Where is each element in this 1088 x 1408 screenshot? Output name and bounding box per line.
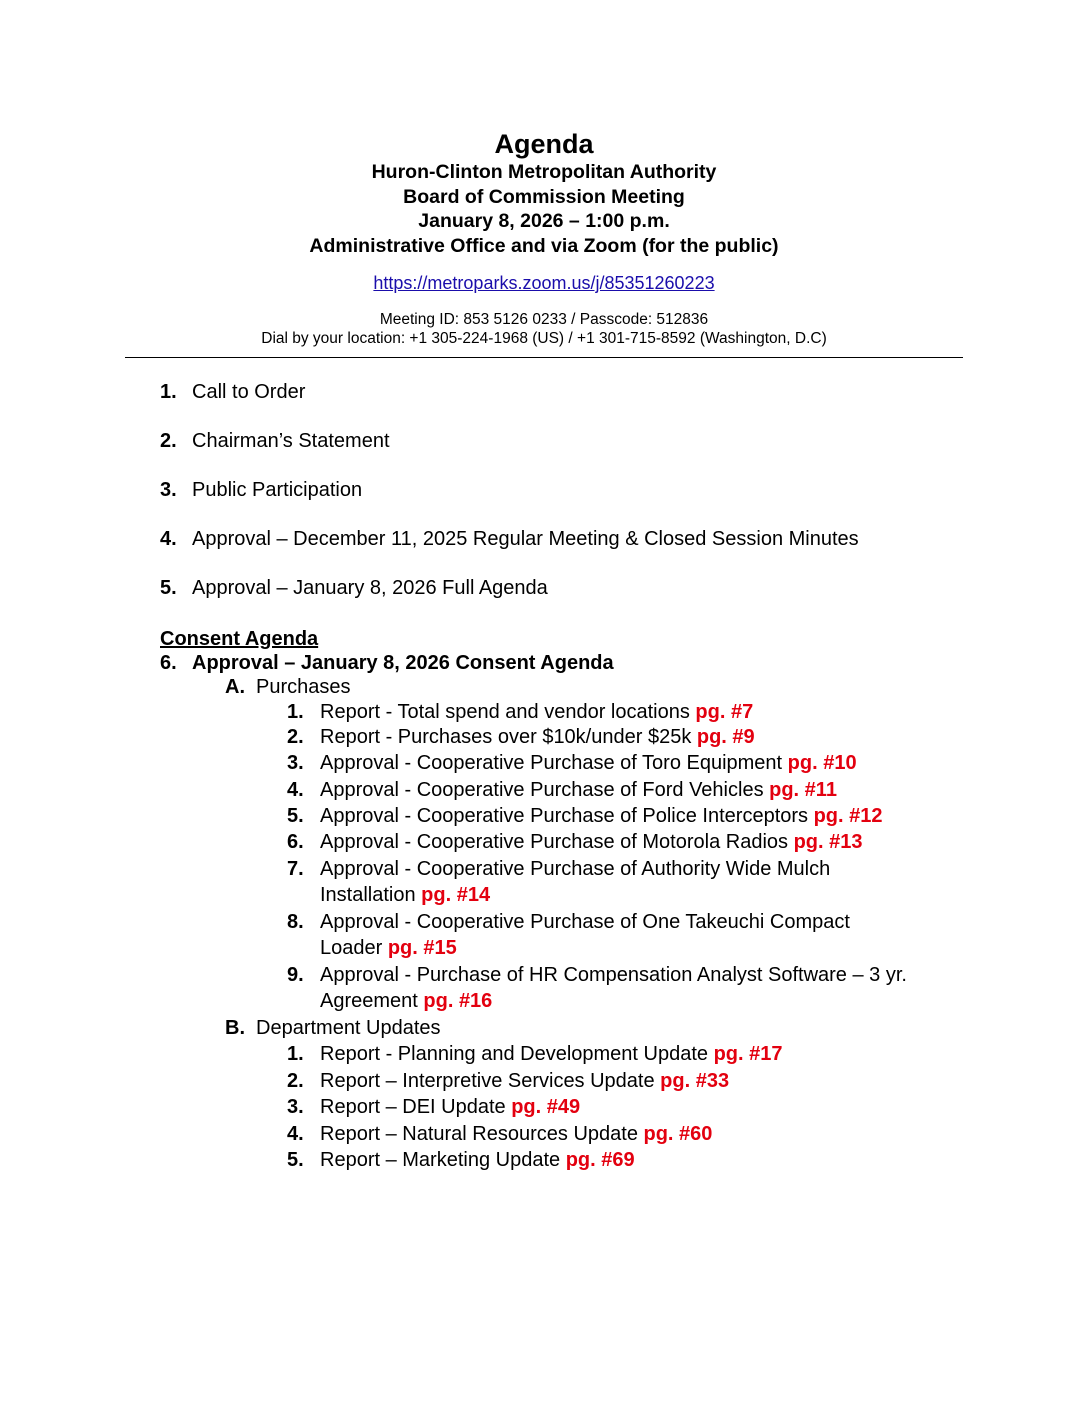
subitem-number: 8. xyxy=(287,911,304,933)
subitem-text: Report – Natural Resources Update xyxy=(320,1123,644,1145)
subitem-text: Report – Interpretive Services Update xyxy=(320,1070,661,1092)
page-ref: pg. #49 xyxy=(511,1096,581,1118)
subitem xyxy=(287,1121,960,1147)
item-number: 6. xyxy=(160,652,177,674)
subitem xyxy=(287,750,960,776)
page-ref: pg. #12 xyxy=(813,805,883,827)
meeting-id-line: Meeting ID: 853 5126 0233 / Passcode: 512836 xyxy=(379,311,709,328)
subitem-text: Report – Marketing Update xyxy=(320,1149,566,1171)
subitem xyxy=(287,1068,960,1094)
subitem-text: Report - Planning and Development Update xyxy=(320,1043,714,1065)
subitem-number: 3. xyxy=(287,1096,304,1118)
subitem xyxy=(287,829,960,855)
agenda-items xyxy=(160,380,859,625)
page-ref: pg. #14 xyxy=(421,884,491,906)
page-ref: pg. #13 xyxy=(793,831,863,853)
item-text: Call to Order xyxy=(192,381,306,403)
item-number: 3. xyxy=(160,479,177,501)
subitem xyxy=(287,962,960,1014)
meeting-location: Administrative Office and via Zoom (for the public) xyxy=(309,234,779,257)
agenda-item xyxy=(160,380,859,429)
subitem-text: Approval - Cooperative Purchase of Police Interceptors xyxy=(320,805,814,827)
subitem-number: 4. xyxy=(287,1123,304,1145)
subitem-number: 5. xyxy=(287,805,304,827)
item-number: 2. xyxy=(160,430,177,452)
consent-item xyxy=(160,651,614,675)
agenda-item xyxy=(160,429,859,478)
subitem-text: Approval - Cooperative Purchase of Motorola Radios xyxy=(320,831,794,853)
subitem xyxy=(287,1041,960,1067)
item-text: Approval – December 11, 2025 Regular Meeting & Closed Session Minutes xyxy=(192,528,859,550)
item-text: Public Participation xyxy=(192,479,363,501)
section-department-updates xyxy=(225,1016,441,1040)
item-text: Approval – January 8, 2026 Full Agenda xyxy=(192,577,548,599)
item-text: Approval – January 8, 2026 Consent Agenda xyxy=(192,652,614,674)
subitem-text: Approval - Cooperative Purchase of Ford Vehicles xyxy=(320,779,770,801)
meeting-datetime: January 8, 2026 – 1:00 p.m. xyxy=(418,210,670,232)
item-number: 5. xyxy=(160,577,177,599)
subitem-number: 3. xyxy=(287,752,304,774)
subitem xyxy=(287,777,960,803)
item-text: Chairman’s Statement xyxy=(192,430,390,452)
subitem-text: Approval - Cooperative Purchase of Authority Wide Mulch Installation xyxy=(320,858,831,906)
agenda-item xyxy=(160,576,859,625)
subitem-number: 6. xyxy=(287,831,304,853)
subitem-text: Report - Purchases over $10k/under $25k xyxy=(320,726,697,748)
section-purchases xyxy=(225,675,351,699)
page-ref: pg. #15 xyxy=(387,937,457,959)
subitem-number: 9. xyxy=(287,964,304,986)
item-number: 4. xyxy=(160,528,177,550)
subitem xyxy=(287,699,960,725)
header-divider xyxy=(125,357,963,358)
page-ref: pg. #7 xyxy=(695,701,754,723)
consent-agenda-heading: Consent Agenda xyxy=(160,628,319,650)
subitem-number: 2. xyxy=(287,1070,304,1092)
subitem xyxy=(287,909,910,961)
agenda-item xyxy=(160,527,859,576)
section-label: Purchases xyxy=(256,676,351,698)
subitem-number: 7. xyxy=(287,858,304,880)
subitem-number: 2. xyxy=(287,726,304,748)
page-ref: pg. #16 xyxy=(423,990,493,1012)
section-letter: B. xyxy=(225,1017,245,1039)
page-ref: pg. #10 xyxy=(787,752,857,774)
page-title: Agenda xyxy=(494,129,594,159)
subitem xyxy=(287,1147,960,1173)
subitem xyxy=(287,724,960,750)
page-ref: pg. #11 xyxy=(769,779,837,801)
page-ref: pg. #17 xyxy=(713,1043,783,1065)
agenda-item xyxy=(160,478,859,527)
page-ref: pg. #33 xyxy=(660,1070,730,1092)
subitem-number: 5. xyxy=(287,1149,304,1171)
page-ref: pg. #9 xyxy=(696,726,755,748)
dial-line: Dial by your location: +1 305-224-1968 (US) / +1 301-715-8592 (Washington, D.C) xyxy=(261,330,827,347)
subitem-text: Approval - Cooperative Purchase of Toro Equipment xyxy=(320,752,788,774)
meeting-name: Board of Commission Meeting xyxy=(403,185,685,208)
section-letter: A. xyxy=(225,676,245,698)
subitem xyxy=(287,1094,960,1120)
subitem-number: 4. xyxy=(287,779,304,801)
page-ref: pg. #60 xyxy=(643,1123,713,1145)
page-ref: pg. #69 xyxy=(565,1149,635,1171)
zoom-link[interactable]: https://metroparks.zoom.us/j/85351260223 xyxy=(373,273,715,293)
item-number: 1. xyxy=(160,381,177,403)
org-name: Huron-Clinton Metropolitan Authority xyxy=(371,161,717,183)
subitem-number: 1. xyxy=(287,701,304,723)
subitem-text: Approval - Purchase of HR Compensation Analyst Software – 3 yr. Agreement xyxy=(320,964,907,1012)
agenda-header xyxy=(0,128,1088,348)
subitem-text: Report – DEI Update xyxy=(320,1096,512,1118)
subitem xyxy=(287,856,880,908)
subitem-text: Approval - Cooperative Purchase of One Takeuchi Compact Loader xyxy=(320,911,850,959)
subitem xyxy=(287,803,960,829)
section-label: Department Updates xyxy=(256,1017,441,1039)
subitem-text: Report - Total spend and vendor locations xyxy=(320,701,696,723)
subitem-number: 1. xyxy=(287,1043,304,1065)
